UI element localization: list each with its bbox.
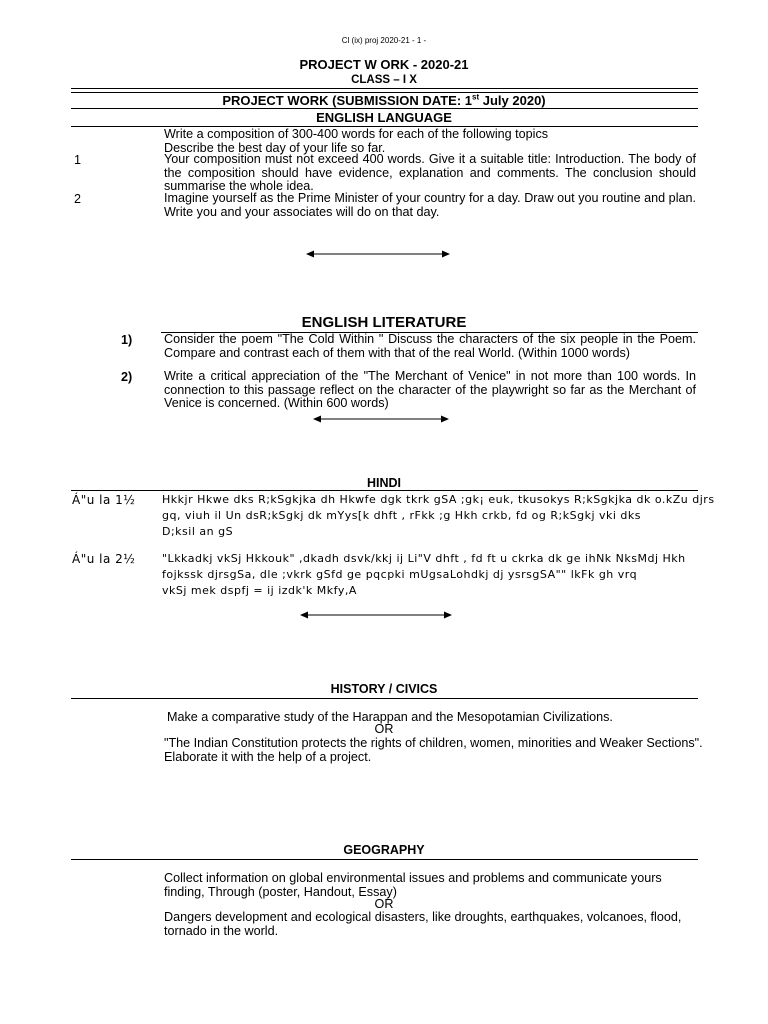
divider — [71, 859, 698, 860]
item-number: 2) — [121, 370, 133, 384]
divider — [71, 698, 698, 699]
submission-heading: PROJECT WORK (SUBMISSION DATE: 1st July 2020) — [222, 92, 546, 108]
geography-option-2: Dangers development and ecological disasters, like droughts, earthquakes, volcanoes, flood, tornado in the world. — [164, 910, 682, 938]
history-option-1: Make a comparative study of the Harappan and the Mesopotamian Civilizations. — [167, 710, 613, 724]
or-label: OR — [374, 897, 394, 911]
geography-option-1: Collect information on global environmental issues and problems and communicate yours finding, Through (poster, Handout, Essay) — [164, 871, 662, 899]
item-number: Á"u la 1½ — [72, 493, 136, 507]
hindi-line: vkSj mek dspfj = ij izdk'k Mkfy,A — [162, 584, 357, 597]
hindi-line: Hkkjr Hkwe dks R;kSgkjka dh Hkwfe dgk tkrk gSA ;gk¡ euk, tkusokys R;kSgkjka dk o.kZu djrs — [162, 493, 715, 506]
item-number: Á"u la 2½ — [72, 552, 136, 566]
hindi-item — [162, 551, 722, 599]
english-literature-item: Write a critical appreciation of the "The Merchant of Venice" in not more than 100 words. In connection to this passage reflect on the character of the playwright so far as the Merchant of Venice is concerned. (Within 600 words) — [164, 369, 696, 410]
hindi-line: D;ksil an gS — [162, 525, 234, 538]
divider — [71, 108, 698, 109]
item-number: 1 — [74, 153, 82, 167]
hindi-item — [162, 492, 722, 540]
english-language-heading: ENGLISH LANGUAGE — [316, 110, 452, 125]
english-literature-item: Consider the poem "The Cold Within " Discuss the characters of the six people in the Poem. Compare and contrast each of them with that of the real World. (Within 1000 words) — [164, 332, 696, 360]
divider — [71, 490, 698, 491]
document-title: PROJECT W ORK - 2020-21 — [299, 57, 469, 72]
item-number: 1) — [121, 333, 133, 347]
english-language-item: Imagine yourself as the Prime Minister of your country for a day. Draw out you routine and plan. Write you and your associates will do on that day. — [164, 191, 696, 219]
double-arrow-icon — [300, 609, 452, 621]
class-label: CLASS – I X — [351, 74, 417, 86]
double-arrow-icon — [306, 248, 450, 260]
item-number: 2 — [74, 192, 82, 206]
geography-heading: GEOGRAPHY — [343, 843, 425, 857]
english-language-intro — [164, 128, 704, 155]
hindi-line: gq, viuh il Un dsR;kSgkj dk mYys[k dhft , rFkk ;g Hkh crkb, fd og R;kSgkj vki dks — [162, 509, 642, 522]
double-arrow-icon — [313, 413, 449, 425]
page-reference: Cl (ix) proj 2020-21 - 1 - — [341, 36, 427, 45]
intro-line: Write a composition of 300-400 words for each of the following topics — [164, 127, 549, 141]
hindi-line: "Lkkadkj vkSj Hkkouk" ,dkadh dsvk/kkj ij Li"V dhft , fd ft u ckrka dk ge ihNk NksMdj Hkh — [162, 552, 686, 565]
english-literature-heading: ENGLISH LITERATURE — [301, 314, 467, 331]
or-label: OR — [374, 722, 394, 736]
history-option-2: "The Indian Constitution protects the rights of children, women, minorities and Weaker Sections". Elaborate it with the help of a project. — [164, 736, 703, 764]
hindi-line: fojkssk djrsgSa, dle ;vkrk gSfd ge pqcpki mUgsaLohdkj dj ysrsgSA"" lkFk gh vrq — [162, 568, 638, 581]
hindi-heading: HINDI — [366, 476, 402, 490]
history-heading: HISTORY / CIVICS — [330, 682, 438, 696]
english-language-item: Your composition must not exceed 400 words. Give it a suitable title: Introduction. The body of the composition should have evidence, explanation and comments. The conclusion should summarise the whole idea. — [164, 152, 696, 193]
intro-line: Describe the best day of your life so far. — [164, 140, 386, 155]
